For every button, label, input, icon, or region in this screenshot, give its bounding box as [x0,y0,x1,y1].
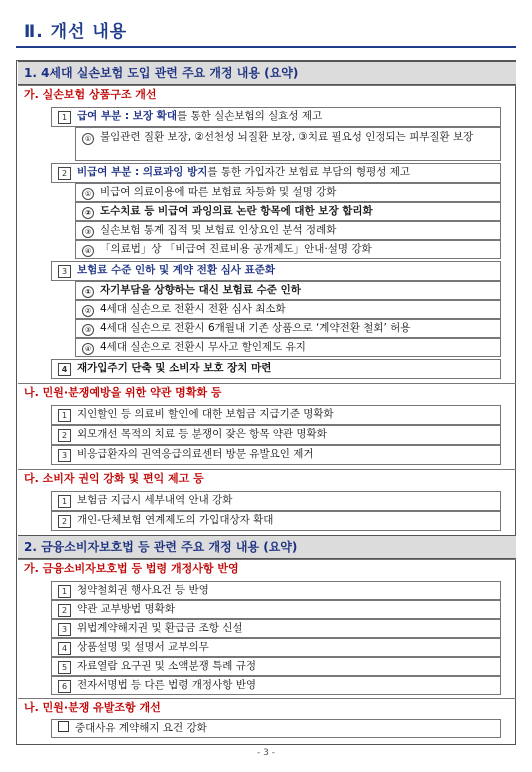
content-frame [16,60,516,745]
list-item [51,600,501,619]
item-number: 1 [58,495,71,508]
list-item [51,425,501,445]
list-subitem [75,221,501,240]
list-item [51,511,501,531]
box1-title: 1. 4세대 실손보험 도입 관련 주요 개정 내용 (요약) [18,61,516,85]
list-item [51,719,501,738]
subitem-text: 자기부담을 상향하는 대신 보험료 수준 인하 [100,284,301,296]
item-text: 자료열람 요구권 및 소액분쟁 특례 규정 [77,660,256,672]
list-item [51,445,501,465]
item-text: 약관 교부방법 명확화 [77,603,175,615]
item-number: 4 [58,642,71,655]
subitem-text: 불임관련 질환 보장, ②선천성 뇌질환 보장, ③치료 필요성 인정되는 피부질환 보장 [100,131,474,143]
subitem-number: ② [82,207,94,219]
item-number: 1 [58,585,71,598]
item-lead: 급여 부분 : 보장 확대 [77,110,177,122]
subitem-text: 실손보험 통계 집적 및 보험료 인상요인 분석 정례화 [100,224,337,236]
item-number: 2 [58,167,71,180]
item-number: 2 [58,515,71,528]
box1-category-b: 나. 민원·분쟁예방을 위한 약관 명확화 등 [18,383,516,401]
subitem-text: 4세대 실손으로 전환시 무사고 할인제도 유지 [100,341,306,353]
box2-title: 2. 금융소비자보호법 등 관련 주요 개정 내용 (요약) [18,535,516,559]
item-text: 비응급환자의 권역응급의료센터 방문 유발요인 제거 [77,448,314,460]
item-text: 를 통한 가입자간 보험료 부담의 형평성 제고 [207,166,411,178]
subitem-text: 4세대 실손으로 전환시 전환 심사 최소화 [100,303,286,315]
subitem-number: ④ [82,245,94,257]
list-subitem [75,319,501,338]
list-subitem [75,240,501,259]
item-number: 5 [58,661,71,674]
item-text: 외모개선 목적의 치료 등 분쟁이 잦은 항목 약관 명확화 [77,428,327,440]
page-number: - 3 - [257,748,275,758]
subitem-text: 비급여 의료이용에 따른 보험료 차등화 및 설명 강화 [100,186,337,198]
subitem-text: 도수치료 등 비급여 과잉의료 논란 항목에 대한 보장 합리화 [100,205,373,217]
item-number: 3 [58,265,71,278]
subitem-text: 4세대 실손으로 전환시 6개월내 기존 상품으로 ‘계약전환 철회’ 허용 [100,322,411,334]
box2-category-b: 나. 민원·분쟁 유발조항 개선 [18,698,516,716]
list-subitem [75,338,501,357]
subitem-number: ① [82,133,94,145]
list-item [51,107,501,127]
item-text: 전자서명법 등 다른 법령 개정사항 반영 [77,679,256,691]
list-subitem [75,127,501,161]
section-underline [16,46,516,48]
subitem-number: ② [82,305,94,317]
item-text: 위법계약해지권 및 환급금 조항 신설 [77,622,243,634]
item-text: 보험금 지급시 세부내역 안내 강화 [77,494,233,506]
item-text: 중대사유 계약해지 요건 강화 [75,722,207,734]
item-text: 청약철회권 행사요건 등 반영 [77,584,209,596]
item-text: 재가입주기 단축 및 소비자 보호 장치 마련 [77,362,272,374]
list-item [51,405,501,425]
item-number: 2 [58,429,71,442]
item-lead: 비급여 부분 : 의료과잉 방지 [77,166,208,178]
list-subitem [75,281,501,300]
item-number: 3 [58,623,71,636]
subitem-number: ① [82,286,94,298]
list-item [51,638,501,657]
subitem-number: ① [82,188,94,200]
list-item [51,581,501,600]
list-item [51,491,501,511]
subitem-number: ③ [82,324,94,336]
item-number: 1 [58,409,71,422]
item-text: 를 통한 실손보험의 실효성 제고 [176,110,323,122]
item-text: 개인-단체보험 연계제도의 가입대상자 확대 [77,514,274,526]
list-item [51,359,501,379]
section-header [16,14,516,48]
list-item [51,657,501,676]
list-subitem [75,300,501,319]
item-number: 2 [58,604,71,617]
list-item [51,163,501,183]
list-item [51,619,501,638]
item-text: 지인할인 등 의료비 할인에 대한 보험금 지급기준 명확화 [77,408,334,420]
list-item [51,261,501,281]
item-number: 1 [58,111,71,124]
list-subitem [75,183,501,202]
subitem-number: ③ [82,226,94,238]
item-number: 3 [58,449,71,462]
box2-category-a: 가. 금융소비자보호법 등 법령 개정사항 반영 [18,559,516,577]
item-text: 상품설명 및 설명서 교부의무 [77,641,209,653]
item-lead: 보험료 수준 인하 및 계약 전환 심사 표준화 [77,264,276,276]
list-item [51,676,501,695]
item-number: 6 [58,680,71,693]
checkbox-icon [58,721,69,732]
list-subitem [75,202,501,221]
subitem-text: 「의료법」상 「비급여 진료비용 공개제도」안내·설명 강화 [100,243,372,255]
box1-category-c: 다. 소비자 권익 강화 및 편익 제고 등 [18,469,516,487]
subitem-number: ④ [82,343,94,355]
section-title: Ⅱ. 개선 내용 [24,22,128,42]
item-number: 4 [58,363,71,376]
box1-category-a: 가. 실손보험 상품구조 개선 [18,85,516,103]
